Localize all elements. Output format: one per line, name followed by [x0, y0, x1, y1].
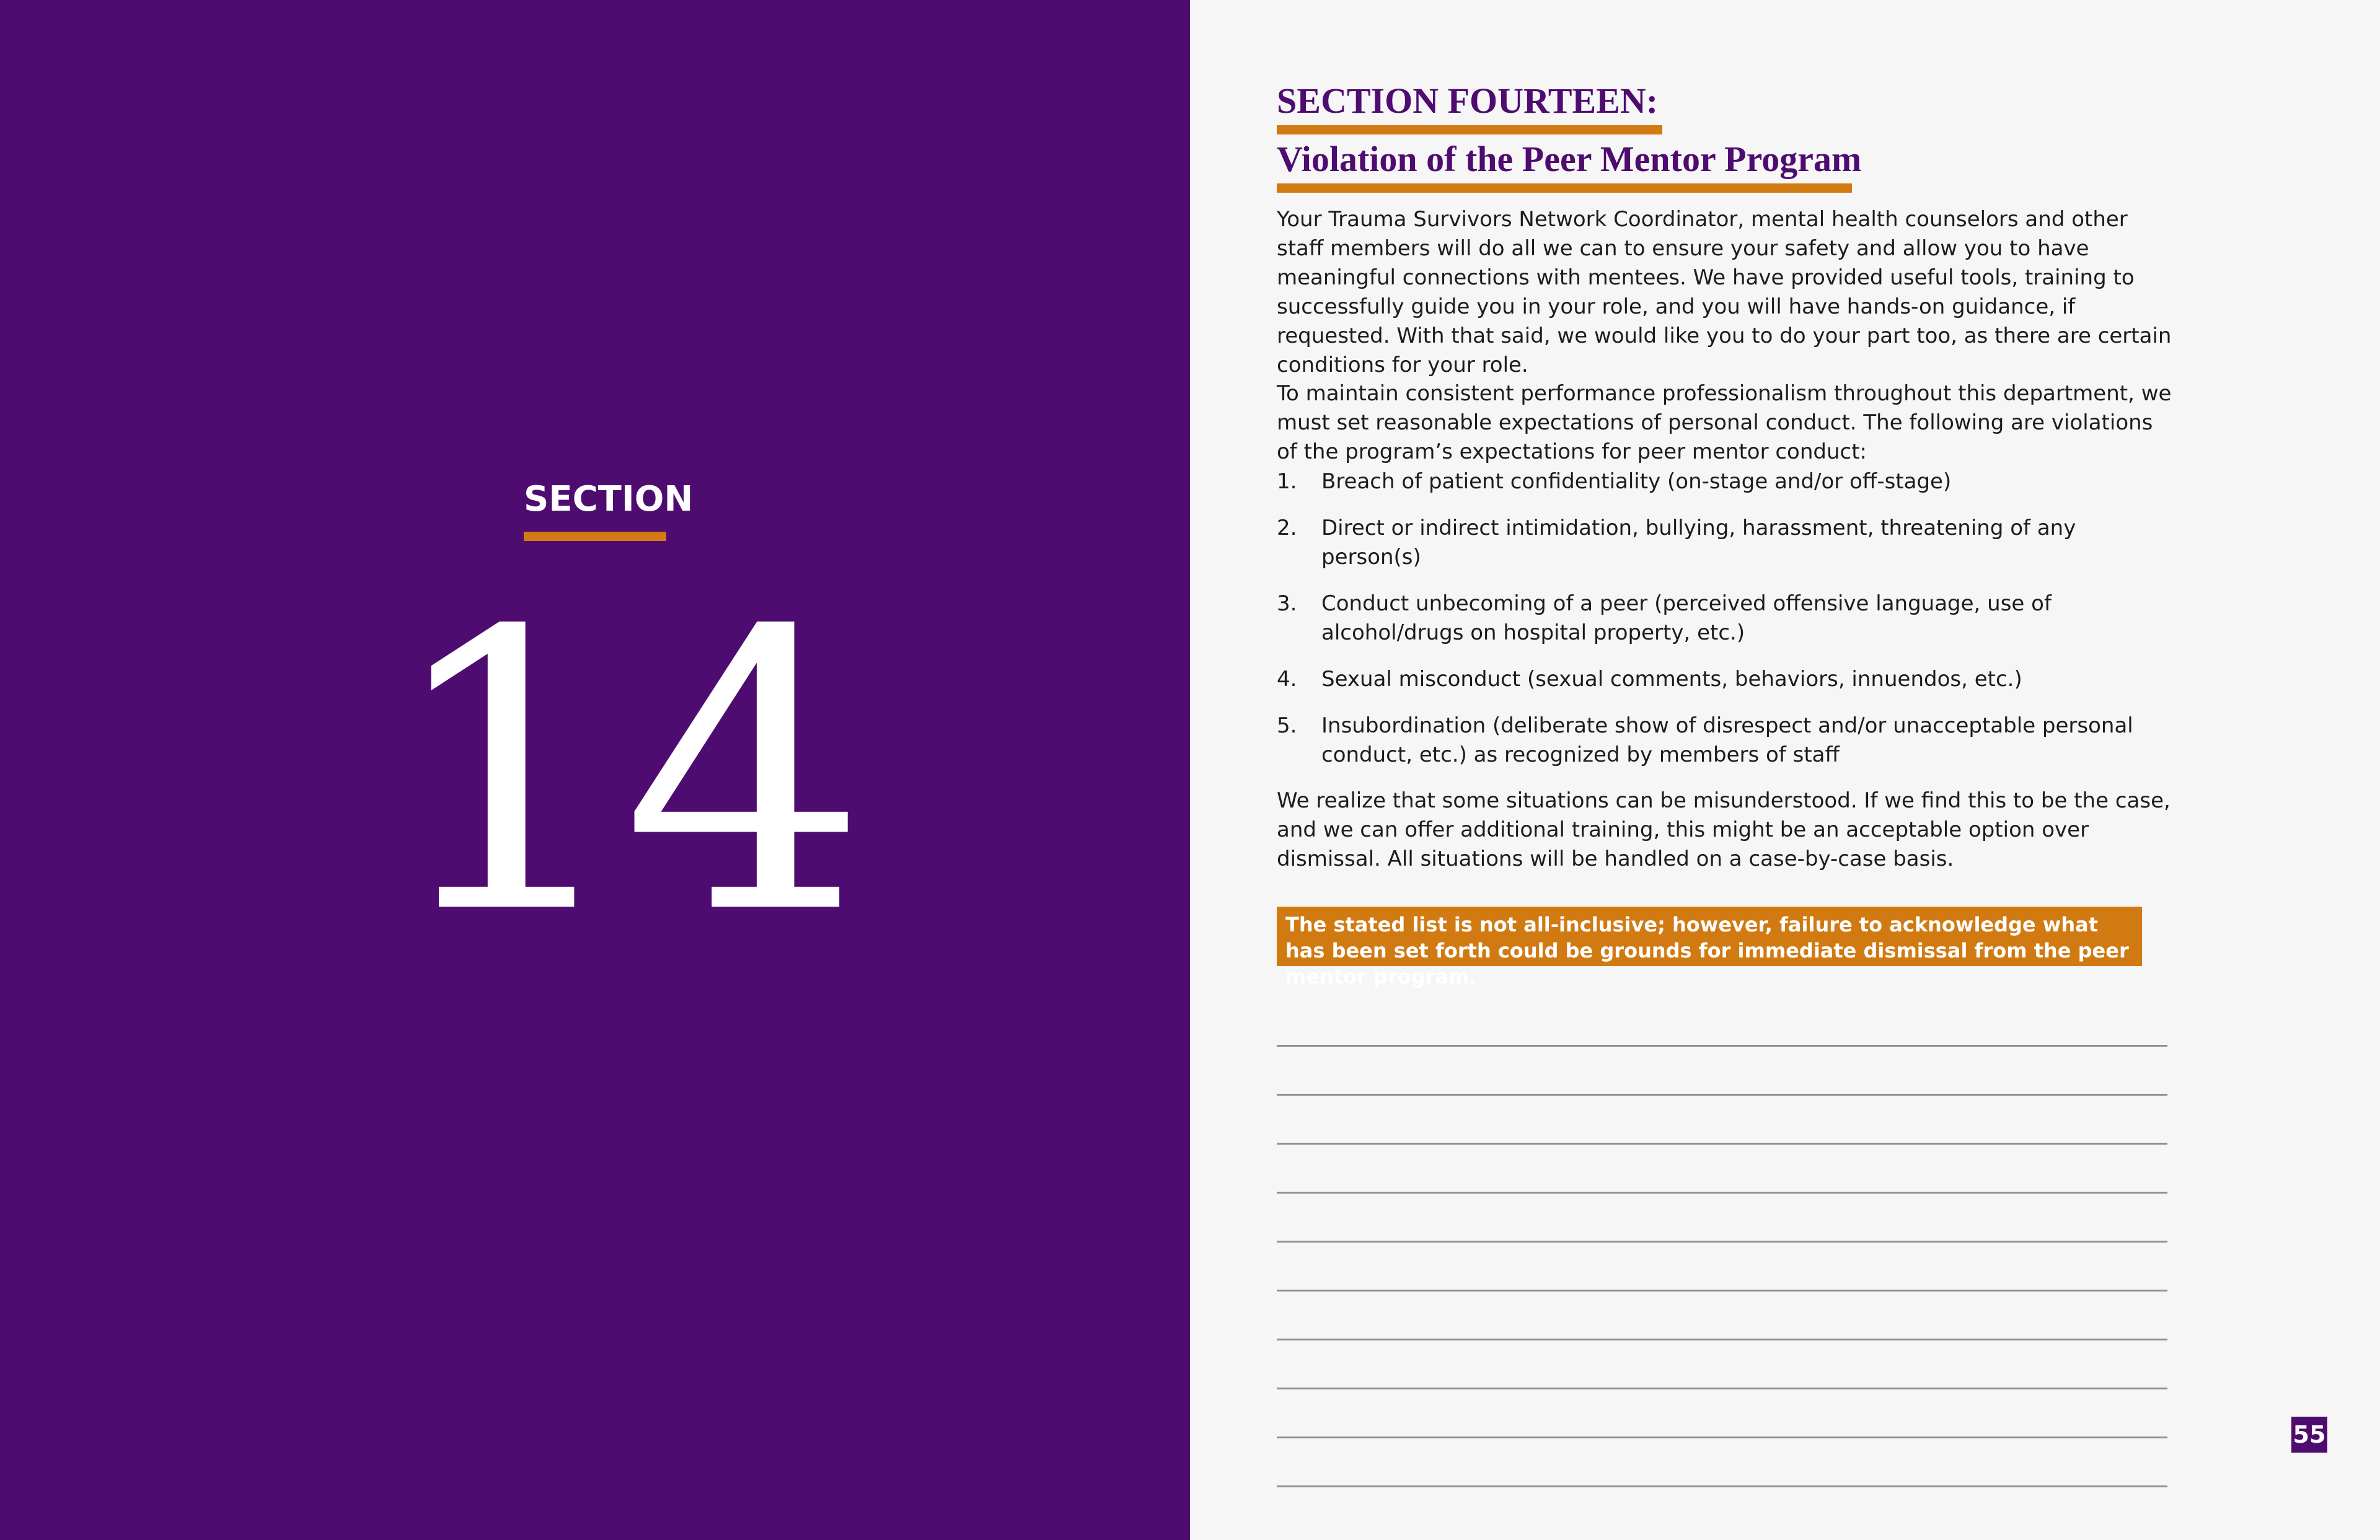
list-item — [1277, 589, 2175, 648]
section-label: SECTION — [524, 479, 694, 519]
list-item-text: Sexual misconduct (sexual comments, behaviors, innuendos, etc.) — [1321, 667, 2022, 692]
warning-callout: The stated list is not all-inclusive; however, failure to acknowledge what has been set forth could be grounds for immediate dismissal from the peer mentor program. — [1277, 907, 2142, 966]
note-line — [1277, 1241, 2167, 1243]
note-line — [1277, 1388, 2167, 1389]
list-item — [1277, 711, 2175, 770]
page-subtitle: Violation of the Peer Mentor Program — [1277, 139, 1862, 179]
subtitle-underline — [1277, 183, 1852, 193]
section-label-underline — [524, 532, 666, 541]
section-number: 14 — [384, 551, 861, 998]
page-number: 55 — [2291, 1417, 2327, 1453]
list-item — [1277, 514, 2175, 572]
note-line — [1277, 1143, 2167, 1145]
intro-paragraph: Your Trauma Survivors Network Coordinator, mental health counselors and other staff members will do all we can to ensure your safety and allow you to have meaningful connections with mentees. We have provided useful tools, training to successfully guide you in your role, and you will have hands-on guidance, if requested. With that said, we would like you to do your part too, as there are certain conditions for your role. — [1277, 207, 2172, 377]
title-underline — [1277, 125, 1662, 134]
list-item-text: Insubordination (deliberate show of disrespect and/or unacceptable personal conduct, etc.) as recognized by members of staff — [1321, 713, 2133, 767]
list-item — [1277, 665, 2175, 694]
note-line — [1277, 1094, 2167, 1096]
list-item-text: Breach of patient confidentiality (on-stage and/or off-stage) — [1321, 469, 1952, 494]
list-item-text: Direct or indirect intimidation, bullying, harassment, threatening of any person(s) — [1321, 516, 2076, 570]
list-item-number: 5. — [1277, 713, 1297, 738]
notes-area — [1277, 1045, 2167, 1534]
note-line — [1277, 1485, 2167, 1487]
list-item-number: 2. — [1277, 516, 1297, 540]
page-title: SECTION FOURTEEN: — [1277, 81, 1659, 121]
list-item — [1277, 467, 2175, 496]
note-line — [1277, 1192, 2167, 1194]
list-item-number: 1. — [1277, 469, 1297, 494]
closing-paragraph: We realize that some situations can be misunderstood. If we find this to be the case, and we can offer additional training, this might be an acceptable option over dismissal. All situations will be handled on a case-by-case basis. — [1277, 788, 2171, 871]
list-item-number: 4. — [1277, 667, 1297, 692]
note-line — [1277, 1437, 2167, 1438]
violations-list — [1277, 467, 2175, 787]
note-line — [1277, 1045, 2167, 1047]
expectations-paragraph: To maintain consistent performance professionalism throughout this department, we must set reasonable expectations of personal conduct. The following are violations of the program’s expectations for peer mentor conduct: — [1277, 381, 2172, 464]
note-line — [1277, 1290, 2167, 1291]
list-item-text: Conduct unbecoming of a peer (perceived offensive language, use of alcohol/drugs on hospital property, etc.) — [1321, 591, 2052, 645]
list-item-number: 3. — [1277, 591, 1297, 616]
note-line — [1277, 1339, 2167, 1340]
